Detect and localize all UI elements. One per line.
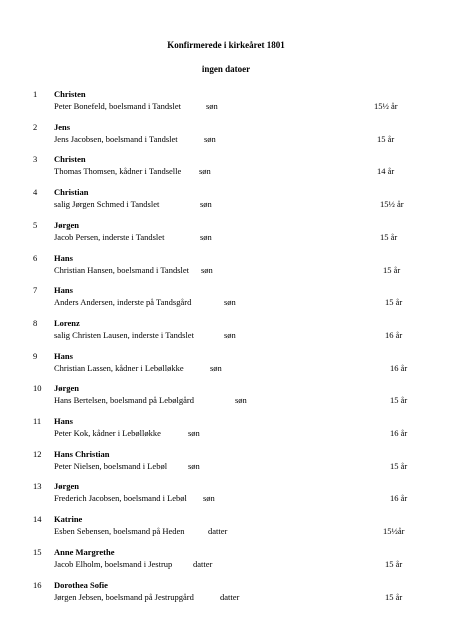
age: 15 år bbox=[383, 264, 401, 275]
age: 15 år bbox=[385, 297, 403, 308]
relation: datter bbox=[208, 526, 228, 537]
list-item bbox=[0, 219, 452, 245]
relation: søn bbox=[224, 297, 236, 308]
parent-detail: Peter Nielsen, boelsmand i Lebøl bbox=[54, 460, 168, 471]
confirmand-name: Christen bbox=[54, 154, 86, 165]
entry-number: 1 bbox=[33, 89, 38, 99]
relation: datter bbox=[220, 591, 240, 602]
list-item bbox=[0, 448, 452, 474]
relation: søn bbox=[188, 460, 200, 471]
list-item bbox=[0, 284, 452, 310]
entry-number: 13 bbox=[33, 481, 42, 492]
list-item bbox=[0, 121, 452, 147]
confirmand-name: Lorenz bbox=[54, 317, 80, 328]
entry-number: 10 bbox=[33, 383, 42, 394]
parent-detail: salig Jørgen Schmed i Tandslet bbox=[54, 199, 160, 210]
relation: søn bbox=[199, 166, 211, 177]
parent-detail: Jacob Elholm, boelsmand i Jestrup bbox=[54, 558, 173, 569]
age: 15½ år bbox=[380, 199, 404, 210]
confirmand-name: Hans bbox=[54, 252, 73, 263]
parent-detail: Hans Bertelsen, boelsmand på Lebølgård bbox=[54, 395, 194, 406]
document-subtitle: ingen datoer bbox=[201, 64, 251, 74]
parent-detail: Peter Kok, kådner i Lebølløkke bbox=[54, 428, 161, 438]
age: 16 år bbox=[385, 329, 403, 340]
age: 15 år bbox=[390, 395, 408, 406]
entry-number: 6 bbox=[33, 252, 38, 263]
parent-detail: Esben Sebensen, boelsmand på Heden bbox=[54, 526, 185, 537]
relation: søn bbox=[200, 231, 212, 242]
list-item bbox=[0, 546, 452, 572]
parent-detail: Jørgen Jebsen, boelsmand på Jestrupgård bbox=[54, 591, 194, 602]
relation: søn bbox=[201, 264, 213, 275]
relation: datter bbox=[193, 558, 213, 569]
entry-number: 3 bbox=[33, 154, 38, 165]
relation: søn bbox=[204, 133, 216, 144]
age: 15 år bbox=[377, 133, 395, 144]
relation: søn bbox=[200, 199, 212, 210]
confirmand-name: Hans bbox=[54, 416, 73, 426]
parent-detail: Christian Hansen, boelsmand i Tandslet bbox=[54, 264, 189, 275]
entry-number: 15 bbox=[33, 546, 42, 557]
list-item bbox=[0, 186, 452, 212]
list-item bbox=[0, 513, 452, 539]
document-title: Konfirmerede i kirkeåret 1801 bbox=[167, 40, 285, 50]
age: 16 år bbox=[390, 362, 408, 373]
parent-detail: Frederich Jacobsen, boelsmand i Lebøl bbox=[54, 493, 187, 504]
age: 15½ år bbox=[374, 101, 398, 111]
age: 15 år bbox=[380, 231, 398, 242]
confirmand-name: Jørgen bbox=[54, 383, 80, 394]
list-item bbox=[0, 480, 452, 506]
relation: søn bbox=[188, 428, 200, 438]
confirmand-name: Anne Margrethe bbox=[54, 546, 115, 557]
entry-number: 11 bbox=[33, 416, 42, 426]
entry-number: 8 bbox=[33, 317, 38, 328]
confirmand-name: Hans bbox=[54, 285, 73, 296]
confirmand-name: Hans bbox=[54, 350, 73, 361]
age: 15 år bbox=[390, 460, 408, 471]
entry-number: 9 bbox=[33, 350, 38, 361]
list-item bbox=[0, 317, 452, 343]
list-item bbox=[0, 88, 452, 114]
age: 15 år bbox=[385, 591, 403, 602]
parent-detail: salig Christen Lausen, inderste i Tandslet bbox=[54, 329, 194, 340]
age: 15½år bbox=[383, 526, 405, 537]
confirmand-name: Christian bbox=[54, 187, 89, 198]
parent-detail: Christian Lassen, kådner i Lebølløkke bbox=[54, 362, 184, 373]
list-item bbox=[0, 382, 452, 408]
age: 16 år bbox=[390, 428, 408, 438]
relation: søn bbox=[224, 329, 236, 340]
confirmand-name: Hans Christian bbox=[54, 448, 110, 459]
entry-number: 14 bbox=[33, 514, 42, 525]
relation: søn bbox=[203, 493, 215, 504]
confirmand-name: Dorothea Sofie bbox=[54, 579, 108, 590]
list-item bbox=[0, 415, 452, 441]
entry-number: 5 bbox=[33, 219, 38, 230]
relation: søn bbox=[235, 395, 247, 406]
list-item bbox=[0, 153, 452, 179]
relation: søn bbox=[210, 362, 222, 373]
age: 14 år bbox=[377, 166, 395, 177]
confirmand-name: Christen bbox=[54, 89, 86, 99]
list-item bbox=[0, 579, 452, 605]
entry-number: 12 bbox=[33, 448, 42, 459]
entry-number: 16 bbox=[33, 579, 42, 590]
entry-number: 7 bbox=[33, 285, 38, 296]
confirmand-name: Katrine bbox=[54, 514, 83, 525]
list-item bbox=[0, 252, 452, 278]
confirmand-name: Jens bbox=[54, 121, 71, 132]
entry-number: 2 bbox=[33, 121, 38, 132]
age: 15 år bbox=[385, 558, 403, 569]
age: 16 år bbox=[390, 493, 408, 504]
list-item bbox=[0, 350, 452, 376]
parent-detail: Thomas Thomsen, kådner i Tandselle bbox=[54, 166, 182, 177]
confirmand-name: Jørgen bbox=[54, 481, 80, 492]
entry-number: 4 bbox=[33, 187, 38, 198]
parent-detail: Jacob Persen, inderste i Tandslet bbox=[54, 231, 165, 242]
parent-detail: Jens Jacobsen, boelsmand i Tandslet bbox=[54, 133, 178, 144]
relation: søn bbox=[206, 101, 218, 111]
parent-detail: Anders Andersen, inderste på Tandsgård bbox=[54, 297, 192, 308]
parent-detail: Peter Bonefeld, boelsmand i Tandslet bbox=[54, 101, 181, 111]
confirmand-name: Jørgen bbox=[54, 219, 80, 230]
